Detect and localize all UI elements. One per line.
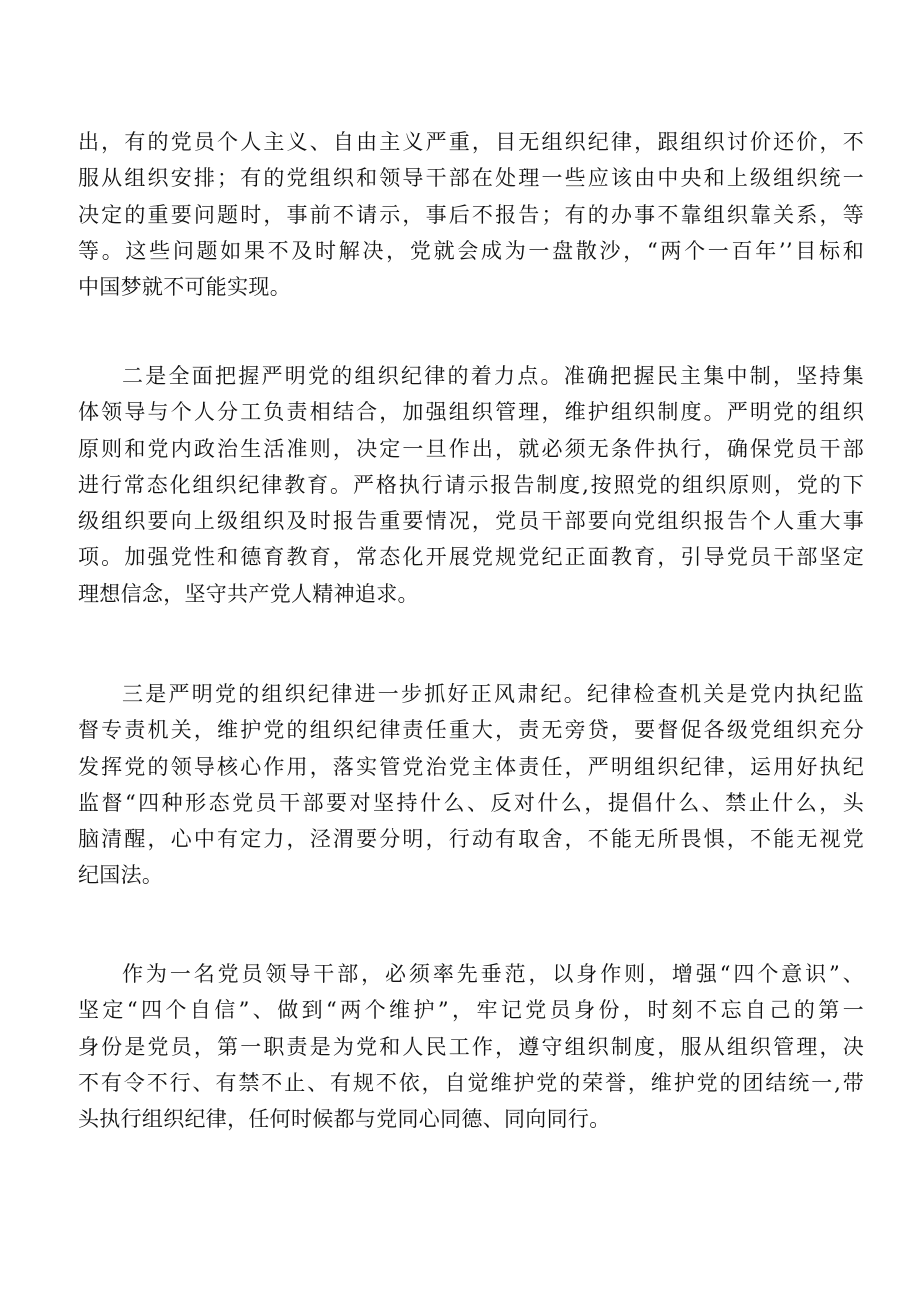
paragraph-3 <box>78 676 864 894</box>
paragraph-4 <box>78 956 864 1137</box>
text-line: 纪国法。 <box>78 863 164 888</box>
text-line: 中国梦就不可能实现。 <box>78 275 291 300</box>
text-line: 理想信念，坚守共产党人精神追求。 <box>78 581 419 606</box>
text-line: 服从组织安排；有的党组织和领导干部在处理一些应该由中央和上级组织统一 <box>78 166 864 191</box>
text-line: 进行常态化组织纪律教育。严格执行请示报告制度,按照党的组织原则，党的下 <box>78 472 864 497</box>
text-line: 二是全面把握严明党的组织纪律的着力点。准确把握民主集中制，坚持集 <box>122 364 864 388</box>
text-line: 级组织要向上级组织及时报告重要情况，党员干部要向党组织报告个人重大事 <box>78 509 864 534</box>
text-line: 项。加强党性和德育教育，常态化开展党规党纪正面教育，引导党员干部坚定 <box>78 545 864 570</box>
text-line: 脑清醒，心中有定力，泾渭要分明，行动有取舍，不能无所畏惧，不能无视党 <box>78 827 864 852</box>
text-line: 监督“四种形态党员干部要对坚持什么、反对什么，提倡什么、禁止什么，头 <box>78 790 864 815</box>
text-line: 身份是党员，第一职责是为党和人民工作，遵守组织制度，服从组织管理，决 <box>78 1034 864 1059</box>
text-line: 三是严明党的组织纪律进一步抓好正风肃纪。纪律检查机关是党内执纪监 <box>122 682 864 706</box>
text-line: 发挥党的领导核心作用，落实管党治党主体责任，严明组织纪律，运用好执纪 <box>78 754 864 779</box>
paragraph-1 <box>78 124 864 305</box>
text-line: 作为一名党员领导干部，必须率先垂范，以身作则，增强“四个意识”、 <box>122 962 864 986</box>
text-line: 体领导与个人分工负责相结合，加强组织管理，维护组织制度。严明党的组织 <box>78 400 864 425</box>
paragraph-2 <box>78 358 864 612</box>
text-line: 出，有的党员个人主义、自由主义严重，目无组织纪律，跟组织讨价还价，不 <box>78 130 864 154</box>
text-line: 头执行组织纪律，任何时候都与党同心同德、同向同行。 <box>78 1107 611 1132</box>
text-line: 不有令不行、有禁不止、有规不依，自觉维护党的荣誉，维护党的团结统一,带 <box>78 1070 864 1095</box>
text-line: 决定的重要问题时，事前不请示，事后不报告；有的办事不靠组织靠关系，等 <box>78 202 864 227</box>
text-line: 原则和党内政治生活准则，决定一旦作出，就必须无条件执行，确保党员干部 <box>78 436 864 461</box>
text-line: 等。这些问题如果不及时解决，党就会成为一盘散沙，“两个一百年’’目标和 <box>78 238 864 263</box>
text-line: 督专责机关，维护党的组织纪律责任重大，责无旁贷，要督促各级党组织充分 <box>78 718 864 743</box>
text-line: 坚定“四个自信”、做到“两个维护”，牢记党员身份，时刻不忘自己的第一 <box>78 998 864 1023</box>
